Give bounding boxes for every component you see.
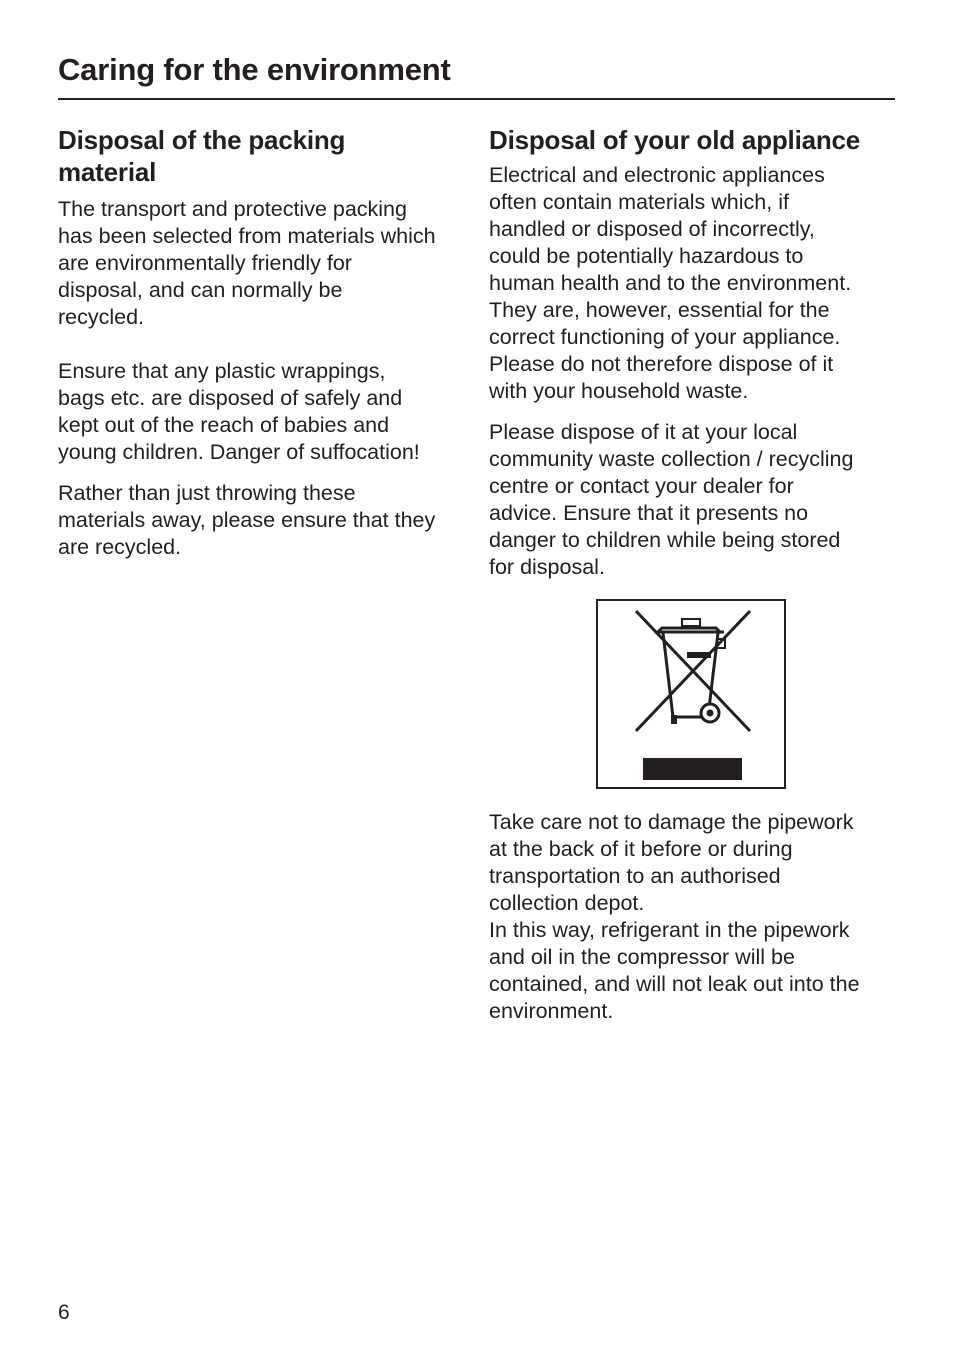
paragraph-suffocation-warning: Ensure that any plastic wrappings, bags etc. are disposed of safely and kept out of the reach of babies and young children. Danger of suffocation! [58,359,420,464]
page-number: 6 [58,1301,70,1324]
right-column [489,124,899,1039]
page-title: Caring for the environment [58,52,451,87]
paragraph-packing-materials: The transport and protective packing has been selected from materials which are environmentally friendly for disposal, and can normally be recycled. [58,197,436,329]
paragraph-recycle-request: Rather than just throwing these materials away, please ensure that they are recycled. [58,481,436,559]
paragraph-pipework-care: Take care not to damage the pipework at the back of it before or during transportation to an authorised collection depot. In this way, refrigerant in the pipework and oil in the compressor will be contained, and will not leak out into the environment. [489,810,860,1023]
weee-symbol-box [596,599,786,789]
paragraph-hazardous-materials: Electrical and electronic appliances often contain materials which, if handled or disposed of incorrectly, could be potentially hazardous to human health and to the environment. They are, however, essential for the correct functioning of your appliance. Please do not therefore dispose of it with your household waste. [489,163,852,403]
section-heading-packing-disposal: Disposal of the packing material [58,125,346,187]
crossed-out-wheelie-bin-icon [598,601,784,787]
left-column [58,124,468,575]
paragraph-collection-centre: Please dispose of it at your local community waste collection / recycling centre or contact your dealer for advice. Ensure that it presents no danger to children while being stored for disposal. [489,420,854,579]
section-heading-appliance-disposal: Disposal of your old appliance [489,125,861,155]
title-divider [58,98,895,100]
